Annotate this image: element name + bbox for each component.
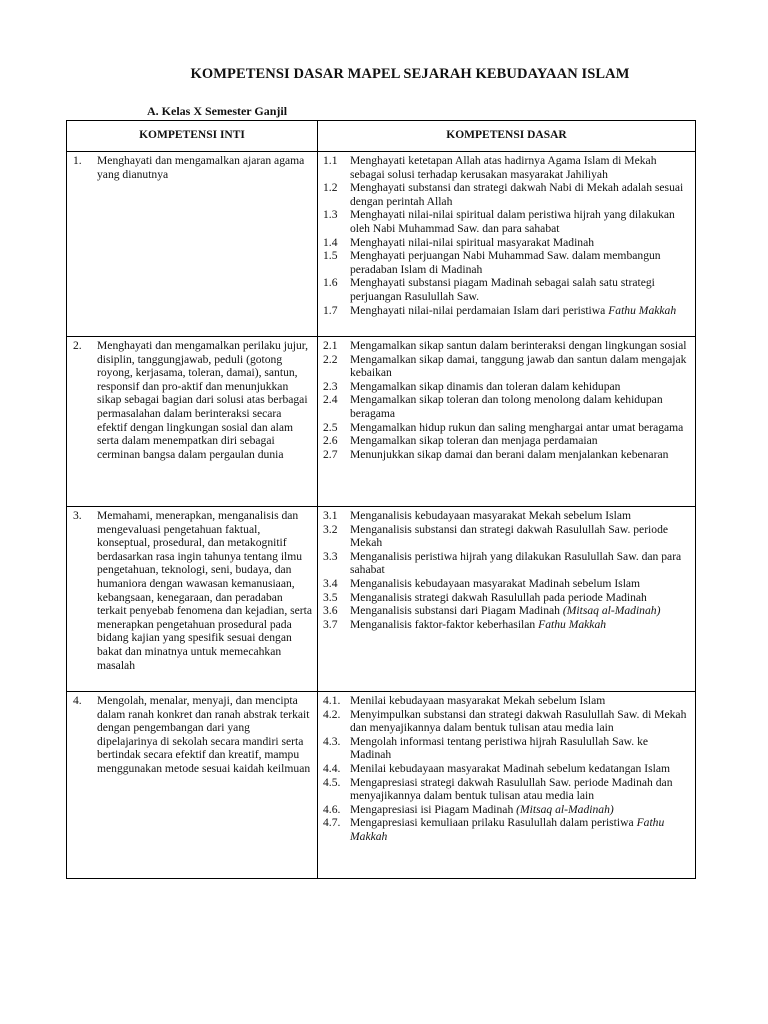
kd-item — [323, 276, 691, 303]
kd-item — [323, 448, 691, 462]
kd-item — [323, 380, 691, 394]
kd-number: 2.7 — [323, 447, 338, 461]
kd-text: Menyimpulkan substansi dan strategi dakwah Rasulullah Saw. di Mekah dan menyajikannya dalam bentuk tulisan atau media lain — [350, 707, 687, 735]
kd-item — [323, 154, 691, 181]
kd-text: Menganalisis faktor-faktor keberhasilan — [350, 617, 536, 631]
competency-table — [66, 120, 696, 879]
ki-cell — [67, 692, 318, 879]
kd-number: 2.6 — [323, 434, 338, 448]
ki-cell — [67, 507, 318, 692]
table-row — [67, 152, 696, 337]
kd-number: 4.7. — [323, 816, 341, 830]
kd-text: Menganalisis peristiwa hijrah yang dilakukan Rasulullah Saw. dan para sahabat — [350, 549, 682, 577]
kd-text: Mengamalkan sikap toleran dan menjaga perdamaian — [350, 434, 598, 448]
kd-number: 2.4 — [323, 393, 338, 407]
kd-item — [323, 181, 691, 208]
header-kompetensi-dasar: KOMPETENSI DASAR — [318, 121, 696, 152]
kd-item — [323, 776, 691, 803]
kd-number: 2.5 — [323, 420, 338, 434]
kd-item — [323, 694, 691, 708]
kd-number: 3.5 — [323, 590, 338, 604]
table-row — [67, 692, 696, 879]
kd-cell — [318, 152, 696, 337]
kd-text: Mengapresiasi kemuliaan prilaku Rasulullah dalam peristiwa — [350, 816, 634, 830]
kd-item — [323, 735, 691, 762]
kd-text: Menilai kebudayaan masyarakat Mekah sebelum Islam — [350, 694, 606, 707]
ki-cell — [67, 152, 318, 337]
kd-text: Menghayati substansi dan strategi dakwah Nabi di Mekah adalah sesuai dengan perintah Allah — [350, 181, 684, 208]
kd-item — [323, 550, 691, 577]
kd-number: 4.2. — [323, 707, 341, 721]
kd-item — [323, 208, 691, 235]
kd-text: Menganalisis kebudayaan masyarakat Mekah sebelum Islam — [350, 509, 632, 522]
kd-number: 4.1. — [323, 694, 341, 707]
kd-number: 1.6 — [323, 276, 338, 290]
kd-number: 3.2 — [323, 522, 338, 536]
kd-number: 1.2 — [323, 181, 338, 195]
kd-number: 4.3. — [323, 734, 341, 748]
ki-cell — [67, 337, 318, 507]
table-row — [67, 337, 696, 507]
kd-number: 2.3 — [323, 379, 338, 393]
kd-cell — [318, 337, 696, 507]
kd-italic-term: Fathu Makkah — [608, 303, 677, 317]
kd-item — [323, 353, 691, 380]
kd-text: Menganalisis substansi dan strategi dakwah Rasulullah Saw. periode Mekah — [350, 522, 669, 550]
kd-text: Mengapresiasi strategi dakwah Rasulullah Saw. periode Madinah dan menyajikannya dalam bentuk tulisan atau media lain — [350, 775, 673, 803]
kd-item — [323, 708, 691, 735]
table-row — [67, 507, 696, 692]
kd-text: Menunjukkan sikap damai dan berani dalam menjalankan kebenaran — [350, 447, 669, 461]
header-kompetensi-inti: KOMPETENSI INTI — [67, 121, 318, 152]
kd-item — [323, 236, 691, 250]
kd-number: 2.1 — [323, 339, 338, 352]
kd-text: Mengamalkan hidup rukun dan saling menghargai antar umat beragama — [350, 420, 684, 434]
table-header-row — [67, 121, 696, 152]
kd-text: Menganalisis kebudayaan masyarakat Madinah sebelum Islam — [350, 576, 641, 590]
page-title: KOMPETENSI DASAR MAPEL SEJARAH KEBUDAYAAN ISLAM — [190, 66, 630, 82]
kd-text: Mengolah informasi tentang peristiwa hijrah Rasulullah Saw. ke Madinah — [350, 734, 649, 762]
kd-number: 3.4 — [323, 576, 338, 590]
kd-text: Menghayati nilai-nilai spiritual dalam peristiwa hijrah yang dilakukan oleh Nabi Muhammad Saw. dan para sahabat — [350, 208, 675, 235]
section-heading: A. Kelas X Semester Ganjil — [147, 104, 288, 118]
kd-text: Menganalisis substansi dari Piagam Madinah — [350, 604, 560, 618]
kd-text: Menganalisis strategi dakwah Rasulullah pada periode Madinah — [350, 590, 647, 604]
kd-text: Mengamalkan sikap damai, tanggung jawab dan santun dalam mengajak kebaikan — [350, 352, 687, 380]
ki-number: 1. — [73, 154, 82, 167]
kd-number: 3.6 — [323, 604, 338, 618]
kd-number: 1.4 — [323, 235, 338, 249]
kd-text: Mengamalkan sikap toleran dan tolong menolong dalam kehidupan beragama — [350, 393, 663, 420]
ki-number: 3. — [73, 509, 82, 522]
kd-number: 4.4. — [323, 761, 341, 775]
kd-italic-term: (Mitsaq al-Madinah) — [562, 604, 661, 618]
kd-italic-term: Fathu Makkah — [538, 617, 607, 631]
kd-text: Menghayati nilai-nilai spiritual masyarakat Madinah — [350, 235, 595, 249]
kd-number: 3.7 — [323, 617, 338, 631]
kd-text: Menghayati perjuangan Nabi Muhammad Saw. dalam membangun peradaban Islam di Madinah — [350, 249, 661, 276]
kd-number: 4.5. — [323, 775, 341, 789]
kd-item — [323, 304, 691, 318]
kd-number: 3.3 — [323, 549, 338, 563]
kd-item — [323, 434, 691, 448]
kd-number: 1.7 — [323, 303, 338, 317]
kd-item — [323, 523, 691, 550]
kd-number: 3.1 — [323, 509, 338, 522]
ki-text: Memahami, menerapkan, menganalisis dan mengevaluasi pengetahuan faktual, konseptual, prosedural, dan metakognitif berdasarkan rasa ingin tahunya tentang ilmu pengetahuan, teknologi, seni, budaya, dan humaniora dengan wawasan kemanusiaan, kebangsaan, kenegaraan, dan peradaban terkait penyebab fenomena dan kejadian, serta menerapkan pengetahuan prosedural pada bidang kajian yang spesifik sesuai dengan bakat dan minatnya untuk memecahkan masalah — [97, 509, 313, 672]
kd-item — [323, 591, 691, 605]
kd-text: Mengamalkan sikap santun dalam berinteraksi dengan lingkungan sosial — [350, 339, 687, 352]
kd-item — [323, 249, 691, 276]
kd-item — [323, 816, 691, 843]
kd-italic-term: (Mitsaq al-Madinah) — [516, 802, 614, 816]
kd-item — [323, 339, 691, 353]
kd-item — [323, 618, 691, 632]
kd-item — [323, 803, 691, 817]
ki-number: 2. — [73, 339, 82, 352]
kd-cell — [318, 692, 696, 879]
kd-cell — [318, 507, 696, 692]
kd-number: 4.6. — [323, 802, 341, 816]
kd-number: 2.2 — [323, 352, 338, 366]
kd-text: Mengapresiasi isi Piagam Madinah — [350, 802, 514, 816]
kd-number: 1.5 — [323, 249, 338, 263]
kd-text: Mengamalkan sikap dinamis dan toleran dalam kehidupan — [350, 379, 621, 393]
kd-text: Menilai kebudayaan masyarakat Madinah sebelum kedatangan Islam — [350, 761, 670, 775]
ki-text: Mengolah, menalar, menyaji, dan mencipta dalam ranah konkret dan ranah abstrak terkait dengan pengembangan dari yang dipelajarinya di sekolah secara mandiri serta bertindak secara efektif dan kreatif, mampu menggunakan metode sesuai kaidah keilmuan — [97, 694, 311, 775]
kd-text: Menghayati substansi piagam Madinah sebagai salah satu strategi perjuangan Rasulullah Saw. — [350, 276, 655, 303]
kd-item — [323, 577, 691, 591]
kd-item — [323, 509, 691, 523]
kd-text: Menghayati ketetapan Allah atas hadirnya Agama Islam di Mekah sebagai solusi terhadap kerusakan masyarakat Jahiliyah — [350, 154, 657, 181]
kd-number: 1.3 — [323, 208, 338, 222]
kd-item — [323, 762, 691, 776]
kd-item — [323, 393, 691, 420]
kd-item — [323, 604, 691, 618]
ki-text: Menghayati dan mengamalkan perilaku jujur, disiplin, tanggungjawab, peduli (gotong royong, kerjasama, toleran, damai), santun, responsif dan pro-aktif dan menunjukkan sikap sebagai bagian dari solusi atas berbagai permasalahan dalam berinteraksi secara efektif dengan lingkungan sosial dan alam serta dalam menempatkan diri sebagai cerminan bangsa dalam pergaulan dunia — [97, 339, 309, 461]
kd-number: 1.1 — [323, 154, 338, 167]
ki-number: 4. — [73, 694, 82, 707]
kd-text: Menghayati nilai-nilai perdamaian Islam dari peristiwa — [350, 303, 606, 317]
kd-italic-term: Fathu Makkah — [350, 816, 665, 843]
kd-item — [323, 421, 691, 435]
ki-text: Menghayati dan mengamalkan ajaran agama yang dianutnya — [97, 154, 305, 181]
